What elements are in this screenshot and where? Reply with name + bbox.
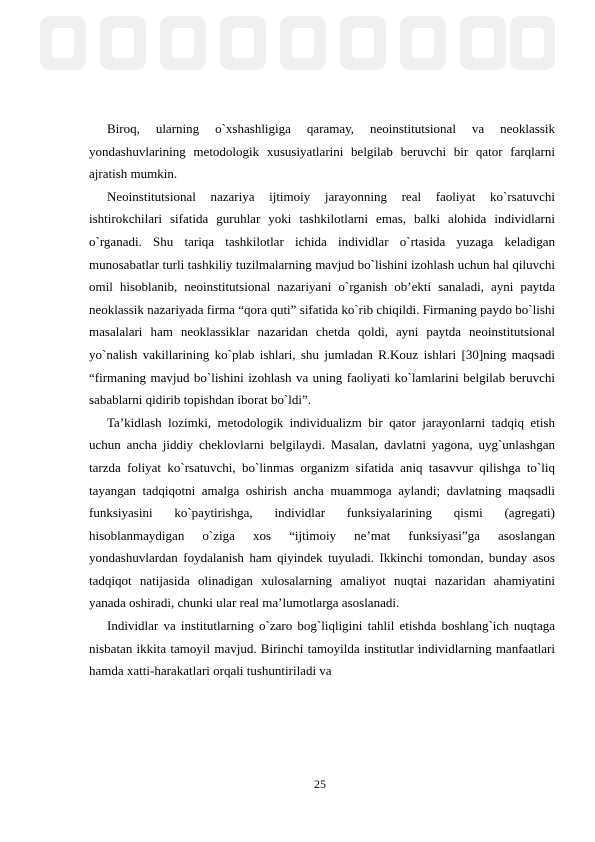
paragraph: Neoinstitutsional nazariya ijtimoiy jarayonning real faoliyat ko`rsatuvchi ishtirokchilari sifatida guruhlar yoki tashkilotlarni emas, balki alohida individlarni o`rganadi. Shu tariqa tashkilotlar ichida individlar o`rtasida yuzaga keladigan munosabatlar turli tashkiliy tuzilmalarning mavjud bo`lishini izohlash uchun hal qiluvchi omil hisoblanib, neoinstitutsional nazariyani o`rganish ob’ekti sanaladi, ayni paytda neoklassik nazariyada firma “qora quti” sifatida ko`rib chiqildi. Firmaning paydo bo`lishi masalalari ham neoklassiklar nazaridan chetda qoldi, ayni paytda neoinstitutsional yo`nalish vakillarining ko`plab ishlari, shu jumladan R.Kouz ishlari [30]ning maqsadi “firmaning mavjud bo`lishini izohlash va uning faoliyati ko`lamlarini belgilab beruvchi sabablarni qidirib topishdan iborat bo`ldi”. — [89, 188, 555, 408]
paragraph: Ta’kidlash lozimki, metodologik individualizm bir qator jarayonlarni tadqiq etish uchun ancha jiddiy cheklovlarni belgilaydi. Masalan, davlatni yagona, uyg`unlashgan tarzda foliyat ko`rsatuvchi, bo`linmas organizm sifatida aniq tasavvur qilishga to`liq tayangan tadqiqotni amalga oshirish ancha muammoga aylandi; davlatning maqsadli funksiyasini ko`paytirishga, individlar funksiyalarining qismi (agregati) hisoblanmaydigan o`ziga xos “ijtimoiy ne’mat funksiyasi”ga asoslangan yondashuvlardan foydalanish ham qiyindek tuyuladi. Ikkinchi tomondan, bunday asos tadqiqot natijasida olinadigan xulosalarning amaliyot nuqtai nazaridan ahamiyatini yanada oshiradi, chunki ular real ma’lumotlarga asoslanadi. — [89, 414, 555, 611]
document-body — [89, 118, 555, 683]
paragraph: Biroq, ularning o`xshashligiga qaramay, neoinstitutsional va neoklassik yondashuvlarining metodologik xususiyatlarini belgilab beruvchi bir qator farqlarni ajratish mumkin. — [89, 121, 555, 182]
watermark-logo — [40, 8, 555, 78]
paragraph: Individlar va institutlarning o`zaro bog`liqligini tahlil etishda boshlang`ich nuqtaga nisbatan ikkita tamoyil mavjud. Birinchi tamoyilda institutlar individlarning manfaatlari hamda xatti-harakatlari orqali tushuntiriladi va — [89, 618, 555, 679]
page-number: 25 — [314, 777, 326, 791]
